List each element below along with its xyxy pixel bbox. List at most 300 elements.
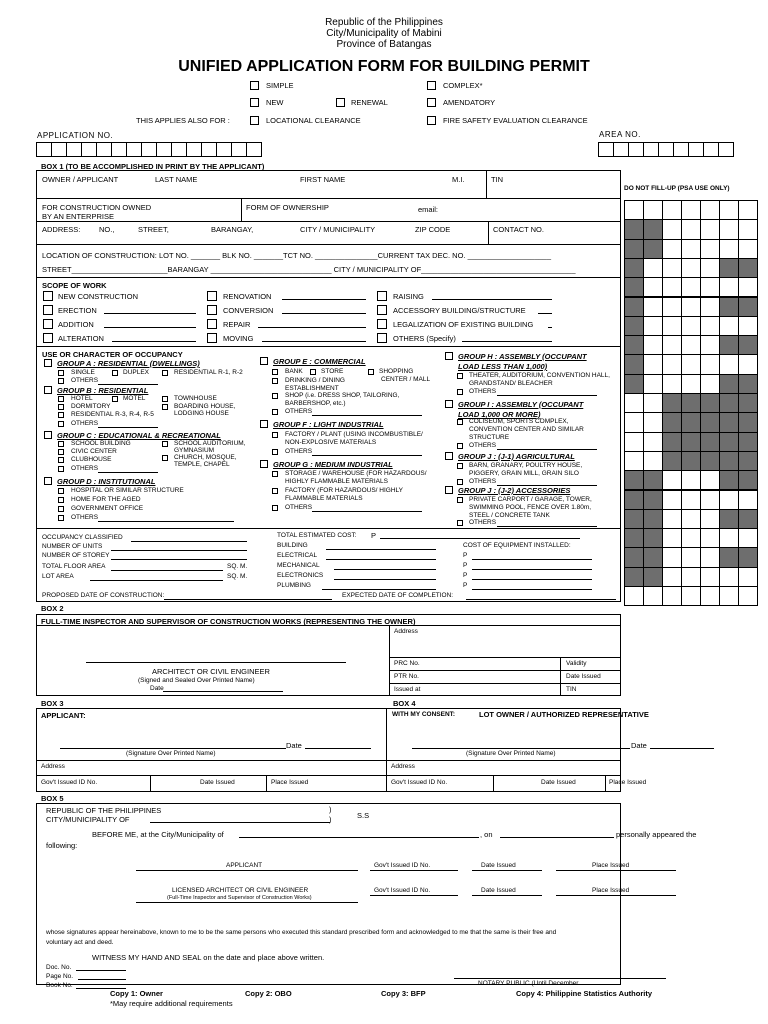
- digit-box[interactable]: [643, 142, 659, 157]
- psa-cell: [700, 219, 720, 239]
- header-province: Province of Batangas: [336, 39, 432, 50]
- psa-cell: [643, 451, 663, 471]
- flammable-label: FLAMMABLE MATERIALS: [285, 495, 363, 502]
- auditorium-label: SCHOOL AUDITORIUM,: [174, 440, 246, 447]
- psa-cell: [738, 219, 758, 239]
- digit-box[interactable]: [36, 142, 52, 157]
- others-specify-checkbox[interactable]: [377, 333, 387, 343]
- duplex-label: DUPLEX: [123, 369, 150, 376]
- single-checkbox[interactable]: [58, 370, 64, 376]
- shopping-checkbox[interactable]: [368, 369, 374, 375]
- psa-cell: [643, 470, 663, 490]
- duplex-checkbox[interactable]: [112, 370, 118, 376]
- aged-checkbox[interactable]: [58, 497, 64, 503]
- on-label: , on: [480, 830, 493, 839]
- gg-others-checkbox[interactable]: [272, 505, 278, 511]
- ss-label: S.S: [357, 811, 370, 820]
- group-j2-checkbox[interactable]: [445, 486, 453, 494]
- whose-line-1: whose signatures appear hereinabove, known to me to be the same persons who executed this standard prescribed form and acknowledged to me that the same is their free and: [46, 929, 557, 936]
- psa-cell: [681, 451, 701, 471]
- civic-center-label: CIVIC CENTER: [71, 448, 117, 455]
- box3-signature-label: (Signature Over Printed Name): [126, 750, 216, 757]
- psa-cell: [700, 567, 720, 587]
- psa-cell: [662, 219, 682, 239]
- new-checkbox[interactable]: [250, 98, 259, 107]
- digit-box[interactable]: [216, 142, 232, 157]
- group-b-label: GROUP B : RESIDENTIAL: [57, 386, 149, 395]
- psa-cell: [700, 412, 720, 432]
- psa-cell: [624, 393, 644, 413]
- psa-cell: [662, 374, 682, 394]
- psa-cell: [662, 239, 682, 259]
- psa-cell: [624, 316, 644, 336]
- group-h-checkbox[interactable]: [445, 352, 453, 360]
- factory-plant-checkbox[interactable]: [272, 432, 278, 438]
- legalization-checkbox[interactable]: [377, 319, 387, 329]
- barn-label: BARN, GRANARY, POULTRY HOUSE,: [469, 462, 583, 469]
- motel-label: MOTEL: [123, 395, 146, 402]
- shop-label: SHOP (i.e. DRESS SHOP, TAILORING,: [285, 392, 400, 399]
- carport-label: PRIVATE CARPORT / GARAGE, TOWER,: [469, 496, 592, 503]
- addition-label: ADDITION: [58, 320, 94, 329]
- erection-checkbox[interactable]: [43, 305, 53, 315]
- box2-address-label: Address: [394, 628, 418, 635]
- box2-date-label: Date: [150, 685, 164, 692]
- boarding-checkbox[interactable]: [162, 404, 168, 410]
- box4-signature-label: (Signature Over Printed Name): [466, 750, 556, 757]
- psa-cell: [738, 200, 758, 220]
- before-me-label: BEFORE ME, at the City/Municipality of: [92, 830, 224, 839]
- civic-center-checkbox[interactable]: [58, 449, 64, 455]
- street-line[interactable]: STREET_______________________BARANGAY _____________________________ CITY / MUNICIPALITY OF_____________________________________: [42, 265, 576, 274]
- alteration-label: ALTERATION: [58, 334, 104, 343]
- psa-cell: [700, 547, 720, 567]
- psa-cell: [719, 258, 739, 278]
- amendatory-label: AMENDATORY: [443, 98, 496, 107]
- hotel-checkbox[interactable]: [58, 396, 64, 402]
- barn-checkbox[interactable]: [457, 463, 463, 469]
- psa-cell: [700, 432, 720, 452]
- consent-label: WITH MY CONSENT:: [392, 711, 456, 718]
- psa-cell: [643, 297, 663, 317]
- moving-checkbox[interactable]: [207, 333, 217, 343]
- psa-cell: [662, 412, 682, 432]
- townhouse-checkbox[interactable]: [162, 396, 168, 402]
- box4-date-label: Date: [631, 741, 647, 750]
- hospital-checkbox[interactable]: [58, 488, 64, 494]
- ge-others-label: OTHERS: [285, 408, 313, 415]
- box5-title: BOX 5: [41, 794, 64, 803]
- complex-checkbox[interactable]: [427, 81, 436, 90]
- shop-checkbox[interactable]: [272, 393, 278, 399]
- storage-checkbox[interactable]: [272, 471, 278, 477]
- group-f-checkbox[interactable]: [260, 420, 268, 428]
- doc-no-label: Doc. No.: [46, 964, 72, 971]
- psa-cell: [643, 277, 663, 297]
- simple-checkbox[interactable]: [250, 81, 259, 90]
- church-checkbox[interactable]: [162, 455, 168, 461]
- hotel-label: HOTEL: [71, 395, 93, 402]
- group-d-checkbox[interactable]: [44, 477, 52, 485]
- psa-cell: [681, 509, 701, 529]
- renewal-label: RENEWAL: [351, 98, 388, 107]
- gh-others-label: OTHERS: [469, 388, 497, 395]
- digit-box[interactable]: [66, 142, 82, 157]
- psa-cell: [719, 239, 739, 259]
- box5-citymun: CITY/MUNICIPALITY OF: [46, 815, 130, 824]
- gb-others-checkbox[interactable]: [58, 421, 64, 427]
- clubhouse-checkbox[interactable]: [58, 457, 64, 463]
- psa-cell: [681, 239, 701, 259]
- simple-label: SIMPLE: [266, 81, 294, 90]
- floor-area-label: TOTAL FLOOR AREA: [42, 563, 106, 570]
- address-barangay-label: BARANGAY,: [211, 225, 254, 234]
- others-specify-label: OTHERS (Specify): [393, 334, 456, 343]
- raising-checkbox[interactable]: [377, 291, 387, 301]
- psa-cell: [719, 528, 739, 548]
- psa-cell: [738, 258, 758, 278]
- digit-box[interactable]: [81, 142, 97, 157]
- gf-others-label: OTHERS: [285, 448, 313, 455]
- personally-label: personally appeared the: [616, 830, 697, 839]
- store-label: STORE: [321, 368, 344, 375]
- repair-label: REPAIR: [223, 320, 251, 329]
- applies-also-label: THIS APPLIES ALSO FOR :: [136, 116, 230, 125]
- psa-cell: [719, 335, 739, 355]
- group-b-checkbox[interactable]: [44, 386, 52, 394]
- box3-date-issued-label: Date Issued: [200, 779, 235, 786]
- psa-cell: [700, 451, 720, 471]
- ptr-label: PTR No.: [394, 673, 419, 680]
- bank-checkbox[interactable]: [272, 369, 278, 375]
- highly-flammable-label: HIGHLY FLAMMABLE MATERIALS: [285, 478, 388, 485]
- psa-cell: [719, 297, 739, 317]
- moving-label: MOVING: [223, 334, 254, 343]
- box3-title: BOX 3: [41, 699, 64, 708]
- psa-cell: [719, 393, 739, 413]
- gj1-others-label: OTHERS: [469, 478, 497, 485]
- drinking-checkbox[interactable]: [272, 378, 278, 384]
- equip-p4: P: [463, 582, 468, 589]
- box5-republic: REPUBLIC OF THE PHILIPPINES: [46, 806, 162, 815]
- box5-date-issued-2: Date Issued: [481, 887, 516, 894]
- notary-label: NOTARY PUBLIC (Until December: [478, 980, 579, 987]
- psa-cell: [719, 432, 739, 452]
- psa-cell: [738, 451, 758, 471]
- ga-others-checkbox[interactable]: [58, 378, 64, 384]
- psa-cell: [719, 547, 739, 567]
- bracket-top: ): [329, 805, 332, 814]
- box2-title: BOX 2: [41, 604, 64, 613]
- psa-cell: [643, 432, 663, 452]
- addition-checkbox[interactable]: [43, 319, 53, 329]
- group-j2-label: GROUP J : (J-2) ACCESSORIES: [458, 486, 571, 495]
- digit-box[interactable]: [628, 142, 644, 157]
- gj1-others-checkbox[interactable]: [457, 479, 463, 485]
- psa-cell: [738, 470, 758, 490]
- psa-cell: [700, 316, 720, 336]
- mi-label: M.I.: [452, 175, 465, 184]
- psa-cell: [681, 316, 701, 336]
- conversion-checkbox[interactable]: [207, 305, 217, 315]
- digit-box[interactable]: [688, 142, 704, 157]
- psa-cell: [700, 200, 720, 220]
- amendatory-checkbox[interactable]: [427, 98, 436, 107]
- mechanical-label: MECHANICAL: [277, 562, 320, 569]
- renewal-checkbox[interactable]: [336, 98, 345, 107]
- govt-office-checkbox[interactable]: [58, 506, 64, 512]
- lodging-label: LODGING HOUSE: [174, 410, 229, 417]
- digit-box[interactable]: [246, 142, 262, 157]
- psa-cell: [662, 335, 682, 355]
- psa-cell: [738, 239, 758, 259]
- witness-label: WITNESS MY HAND AND SEAL on the date and place above written.: [92, 953, 325, 962]
- psa-cell: [662, 354, 682, 374]
- single-label: SINGLE: [71, 369, 95, 376]
- contact-label: CONTACT NO.: [493, 225, 544, 234]
- r345-checkbox[interactable]: [58, 412, 64, 418]
- group-g-checkbox[interactable]: [260, 460, 268, 468]
- box3-govt-id-label: Gov't Issued ID No.: [41, 779, 98, 786]
- fire-safety-label: FIRE SAFETY EVALUATION CLEARANCE: [443, 116, 588, 125]
- whose-line-2: voluntary act and deed.: [46, 939, 114, 946]
- validity-label: Validity: [566, 660, 587, 667]
- area-no-label: AREA NO.: [599, 130, 641, 139]
- equip-p1: P: [463, 552, 468, 559]
- complex-label: COMPLEX*: [443, 81, 483, 90]
- psa-cell: [719, 451, 739, 471]
- non-explosive-label: NON-EXPLOSIVE MATERIALS: [285, 439, 377, 446]
- psa-cell: [643, 258, 663, 278]
- page-no-label: Page No.: [46, 973, 74, 980]
- box4-place-issued-label: Place Issued: [609, 779, 647, 786]
- digit-box[interactable]: [156, 142, 172, 157]
- auditorium-checkbox[interactable]: [162, 441, 168, 447]
- copy2-label: Copy 2: OBO: [245, 989, 292, 998]
- psa-cell: [662, 490, 682, 510]
- digit-box[interactable]: [613, 142, 629, 157]
- motel-checkbox[interactable]: [112, 396, 118, 402]
- psa-cell: [681, 200, 701, 220]
- psa-cell: [681, 470, 701, 490]
- group-e-checkbox[interactable]: [260, 357, 268, 365]
- store-checkbox[interactable]: [310, 369, 316, 375]
- renovation-checkbox[interactable]: [207, 291, 217, 301]
- psa-cell: [643, 239, 663, 259]
- digit-box[interactable]: [171, 142, 187, 157]
- psa-cell: [700, 586, 720, 606]
- box5-fulltime-label: (Full-Time Inspector and Supervisor of Construction Works): [167, 895, 312, 901]
- digit-box[interactable]: [598, 142, 614, 157]
- gi-others-checkbox[interactable]: [457, 443, 463, 449]
- box1-title: BOX 1 (TO BE ACCOMPLISHED IN PRINT BY THE APPLICANT): [41, 162, 265, 171]
- group-j1-checkbox[interactable]: [445, 452, 453, 460]
- psa-cell: [681, 219, 701, 239]
- psa-cell: [624, 354, 644, 374]
- inspector-label: FULL-TIME INSPECTOR AND SUPERVISOR OF CONSTRUCTION WORKS (REPRESENTING THE OWNER): [41, 617, 416, 626]
- psa-cell: [700, 509, 720, 529]
- lot-owner-label: LOT OWNER / AUTHORIZED REPRESENTATIVE: [479, 710, 649, 719]
- gd-others-checkbox[interactable]: [58, 515, 64, 521]
- gc-others-checkbox[interactable]: [58, 466, 64, 472]
- copy1-label: Copy 1: Owner: [110, 989, 163, 998]
- psa-cell: [662, 470, 682, 490]
- digit-box[interactable]: [703, 142, 719, 157]
- gi-others-label: OTHERS: [469, 442, 497, 449]
- occupancy-title: USE OR CHARACTER OF OCCUPANCY: [42, 350, 183, 359]
- digit-box[interactable]: [141, 142, 157, 157]
- psa-label: DO NOT FILL-UP (PSA USE ONLY): [624, 185, 730, 192]
- group-c-checkbox[interactable]: [44, 431, 52, 439]
- psa-cell: [719, 412, 739, 432]
- box5-govt-id-2: Gov't Issued ID No.: [374, 887, 431, 894]
- psa-cell: [624, 490, 644, 510]
- psa-cell: [624, 297, 644, 317]
- drinking-label: DRINKING / DINING: [285, 377, 345, 384]
- gg-factory-checkbox[interactable]: [272, 488, 278, 494]
- psa-cell: [643, 316, 663, 336]
- proposed-date-label: PROPOSED DATE OF CONSTRUCTION:: [42, 592, 165, 599]
- psa-cell: [700, 393, 720, 413]
- coliseum-label: COLISEUM, SPORTS COMPLEX,: [469, 418, 569, 425]
- total-estimated-label: TOTAL ESTIMATED COST:: [277, 532, 357, 539]
- group-j1-label: GROUP J : (J-1) AGRICULTURAL: [458, 452, 575, 461]
- psa-cell: [662, 200, 682, 220]
- dormitory-checkbox[interactable]: [58, 404, 64, 410]
- psa-cell: [643, 490, 663, 510]
- psa-cell: [738, 374, 758, 394]
- box3-place-issued-label: Place Issued: [271, 779, 309, 786]
- applicant-label: APPLICANT:: [41, 711, 86, 720]
- may-require-label: *May require additional requirements: [110, 999, 233, 1008]
- digit-box[interactable]: [126, 142, 142, 157]
- header-republic: Republic of the Philippines: [325, 17, 443, 28]
- group-i-checkbox[interactable]: [445, 400, 453, 408]
- bracket-bottom: ): [329, 815, 332, 824]
- page-title: UNIFIED APPLICATION FORM FOR BUILDING PERMIT: [178, 58, 590, 75]
- erection-label: ERECTION: [58, 306, 97, 315]
- plumbing-label: PLUMBING: [277, 582, 311, 589]
- psa-cell: [662, 528, 682, 548]
- digit-box[interactable]: [718, 142, 734, 157]
- digit-box[interactable]: [658, 142, 674, 157]
- psa-cell: [681, 490, 701, 510]
- floor-sqm-label: SQ. M.: [227, 563, 248, 570]
- school-building-checkbox[interactable]: [58, 441, 64, 447]
- group-a-label: GROUP A : RESIDENTIAL (DWELLINGS): [57, 359, 200, 368]
- carport-checkbox[interactable]: [457, 497, 463, 503]
- ge-others-checkbox[interactable]: [272, 409, 278, 415]
- psa-cell: [624, 509, 644, 529]
- renovation-label: RENOVATION: [223, 292, 272, 301]
- r12-label: RESIDENTIAL R-1, R-2: [174, 369, 243, 376]
- psa-cell: [624, 432, 644, 452]
- psa-cell: [624, 200, 644, 220]
- digit-box[interactable]: [111, 142, 127, 157]
- address-label: ADDRESS:: [42, 225, 81, 234]
- digit-box[interactable]: [96, 142, 112, 157]
- box5-licensed-label: LICENSED ARCHITECT OR CIVIL ENGINEER: [172, 887, 309, 894]
- psa-cell: [681, 528, 701, 548]
- lot-area-label: LOT AREA: [42, 573, 74, 580]
- gj2-others-checkbox[interactable]: [457, 520, 463, 526]
- electronics-label: ELECTRONICS: [277, 572, 324, 579]
- gh-others-checkbox[interactable]: [457, 389, 463, 395]
- r12-checkbox[interactable]: [162, 370, 168, 376]
- accessory-checkbox[interactable]: [377, 305, 387, 315]
- new-construction-label: NEW CONSTRUCTION: [58, 292, 138, 301]
- email-label: email:: [418, 205, 439, 214]
- gf-others-checkbox[interactable]: [272, 449, 278, 455]
- digit-box[interactable]: [201, 142, 217, 157]
- psa-cell: [681, 393, 701, 413]
- coliseum-checkbox[interactable]: [457, 419, 463, 425]
- psa-cell: [643, 412, 663, 432]
- group-i-label-2: LOAD 1,000 OR MORE): [458, 410, 541, 419]
- psa-cell: [681, 412, 701, 432]
- theater-checkbox[interactable]: [457, 373, 463, 379]
- psa-cell: [681, 277, 701, 297]
- new-label: NEW: [266, 98, 284, 107]
- psa-cell: [719, 374, 739, 394]
- psa-cell: [662, 258, 682, 278]
- dormitory-label: DORMITORY: [71, 403, 111, 410]
- townhouse-label: TOWNHOUSE: [174, 395, 217, 402]
- header-city: City/Municipality of Mabini: [326, 28, 442, 39]
- psa-cell: [738, 432, 758, 452]
- psa-cell: [681, 297, 701, 317]
- clubhouse-label: CLUBHOUSE: [71, 456, 112, 463]
- psa-cell: [681, 567, 701, 587]
- repair-checkbox[interactable]: [207, 319, 217, 329]
- raising-label: RAISING: [393, 292, 424, 301]
- box5-date-issued-1: Date Issued: [481, 862, 516, 869]
- first-name-label: FIRST NAME: [300, 175, 346, 184]
- psa-cell: [624, 567, 644, 587]
- digit-box[interactable]: [51, 142, 67, 157]
- psa-cell: [643, 393, 663, 413]
- box4-govt-id-label: Gov't Issued ID No.: [391, 779, 448, 786]
- psa-cell: [700, 258, 720, 278]
- location-line[interactable]: LOCATION OF CONSTRUCTION: LOT NO. _______ BLK NO. _______TCT NO. _______________CURRENT TAX DEC. NO. ____________________: [42, 251, 552, 260]
- digit-box[interactable]: [231, 142, 247, 157]
- psa-cell: [700, 374, 720, 394]
- accessory-label: ACCESSORY BUILDING/STRUCTURE: [393, 306, 526, 315]
- issued-at-label: Issued at: [394, 686, 421, 693]
- gb-others-label: OTHERS: [71, 420, 99, 427]
- psa-cell: [624, 219, 644, 239]
- psa-cell: [738, 567, 758, 587]
- fire-safety-checkbox[interactable]: [427, 116, 436, 125]
- digit-box[interactable]: [673, 142, 689, 157]
- alteration-checkbox[interactable]: [43, 333, 53, 343]
- digit-box[interactable]: [186, 142, 202, 157]
- group-a-checkbox[interactable]: [44, 359, 52, 367]
- psa-cell: [662, 277, 682, 297]
- psa-cell: [738, 412, 758, 432]
- locational-checkbox[interactable]: [250, 116, 259, 125]
- prc-label: PRC No.: [394, 660, 420, 667]
- book-no-label: Book No.: [46, 982, 73, 989]
- zip-label: ZIP CODE: [415, 225, 451, 234]
- box4-title: BOX 4: [393, 699, 416, 708]
- group-g-label: GROUP G : MEDIUM INDUSTRIAL: [273, 460, 393, 469]
- psa-cell: [700, 297, 720, 317]
- center-mall-label: CENTER / MALL: [381, 376, 431, 383]
- new-construction-checkbox[interactable]: [43, 291, 53, 301]
- psa-cell: [719, 354, 739, 374]
- group-i-label: GROUP I : ASSEMBLY (OCCUPANT: [458, 400, 584, 409]
